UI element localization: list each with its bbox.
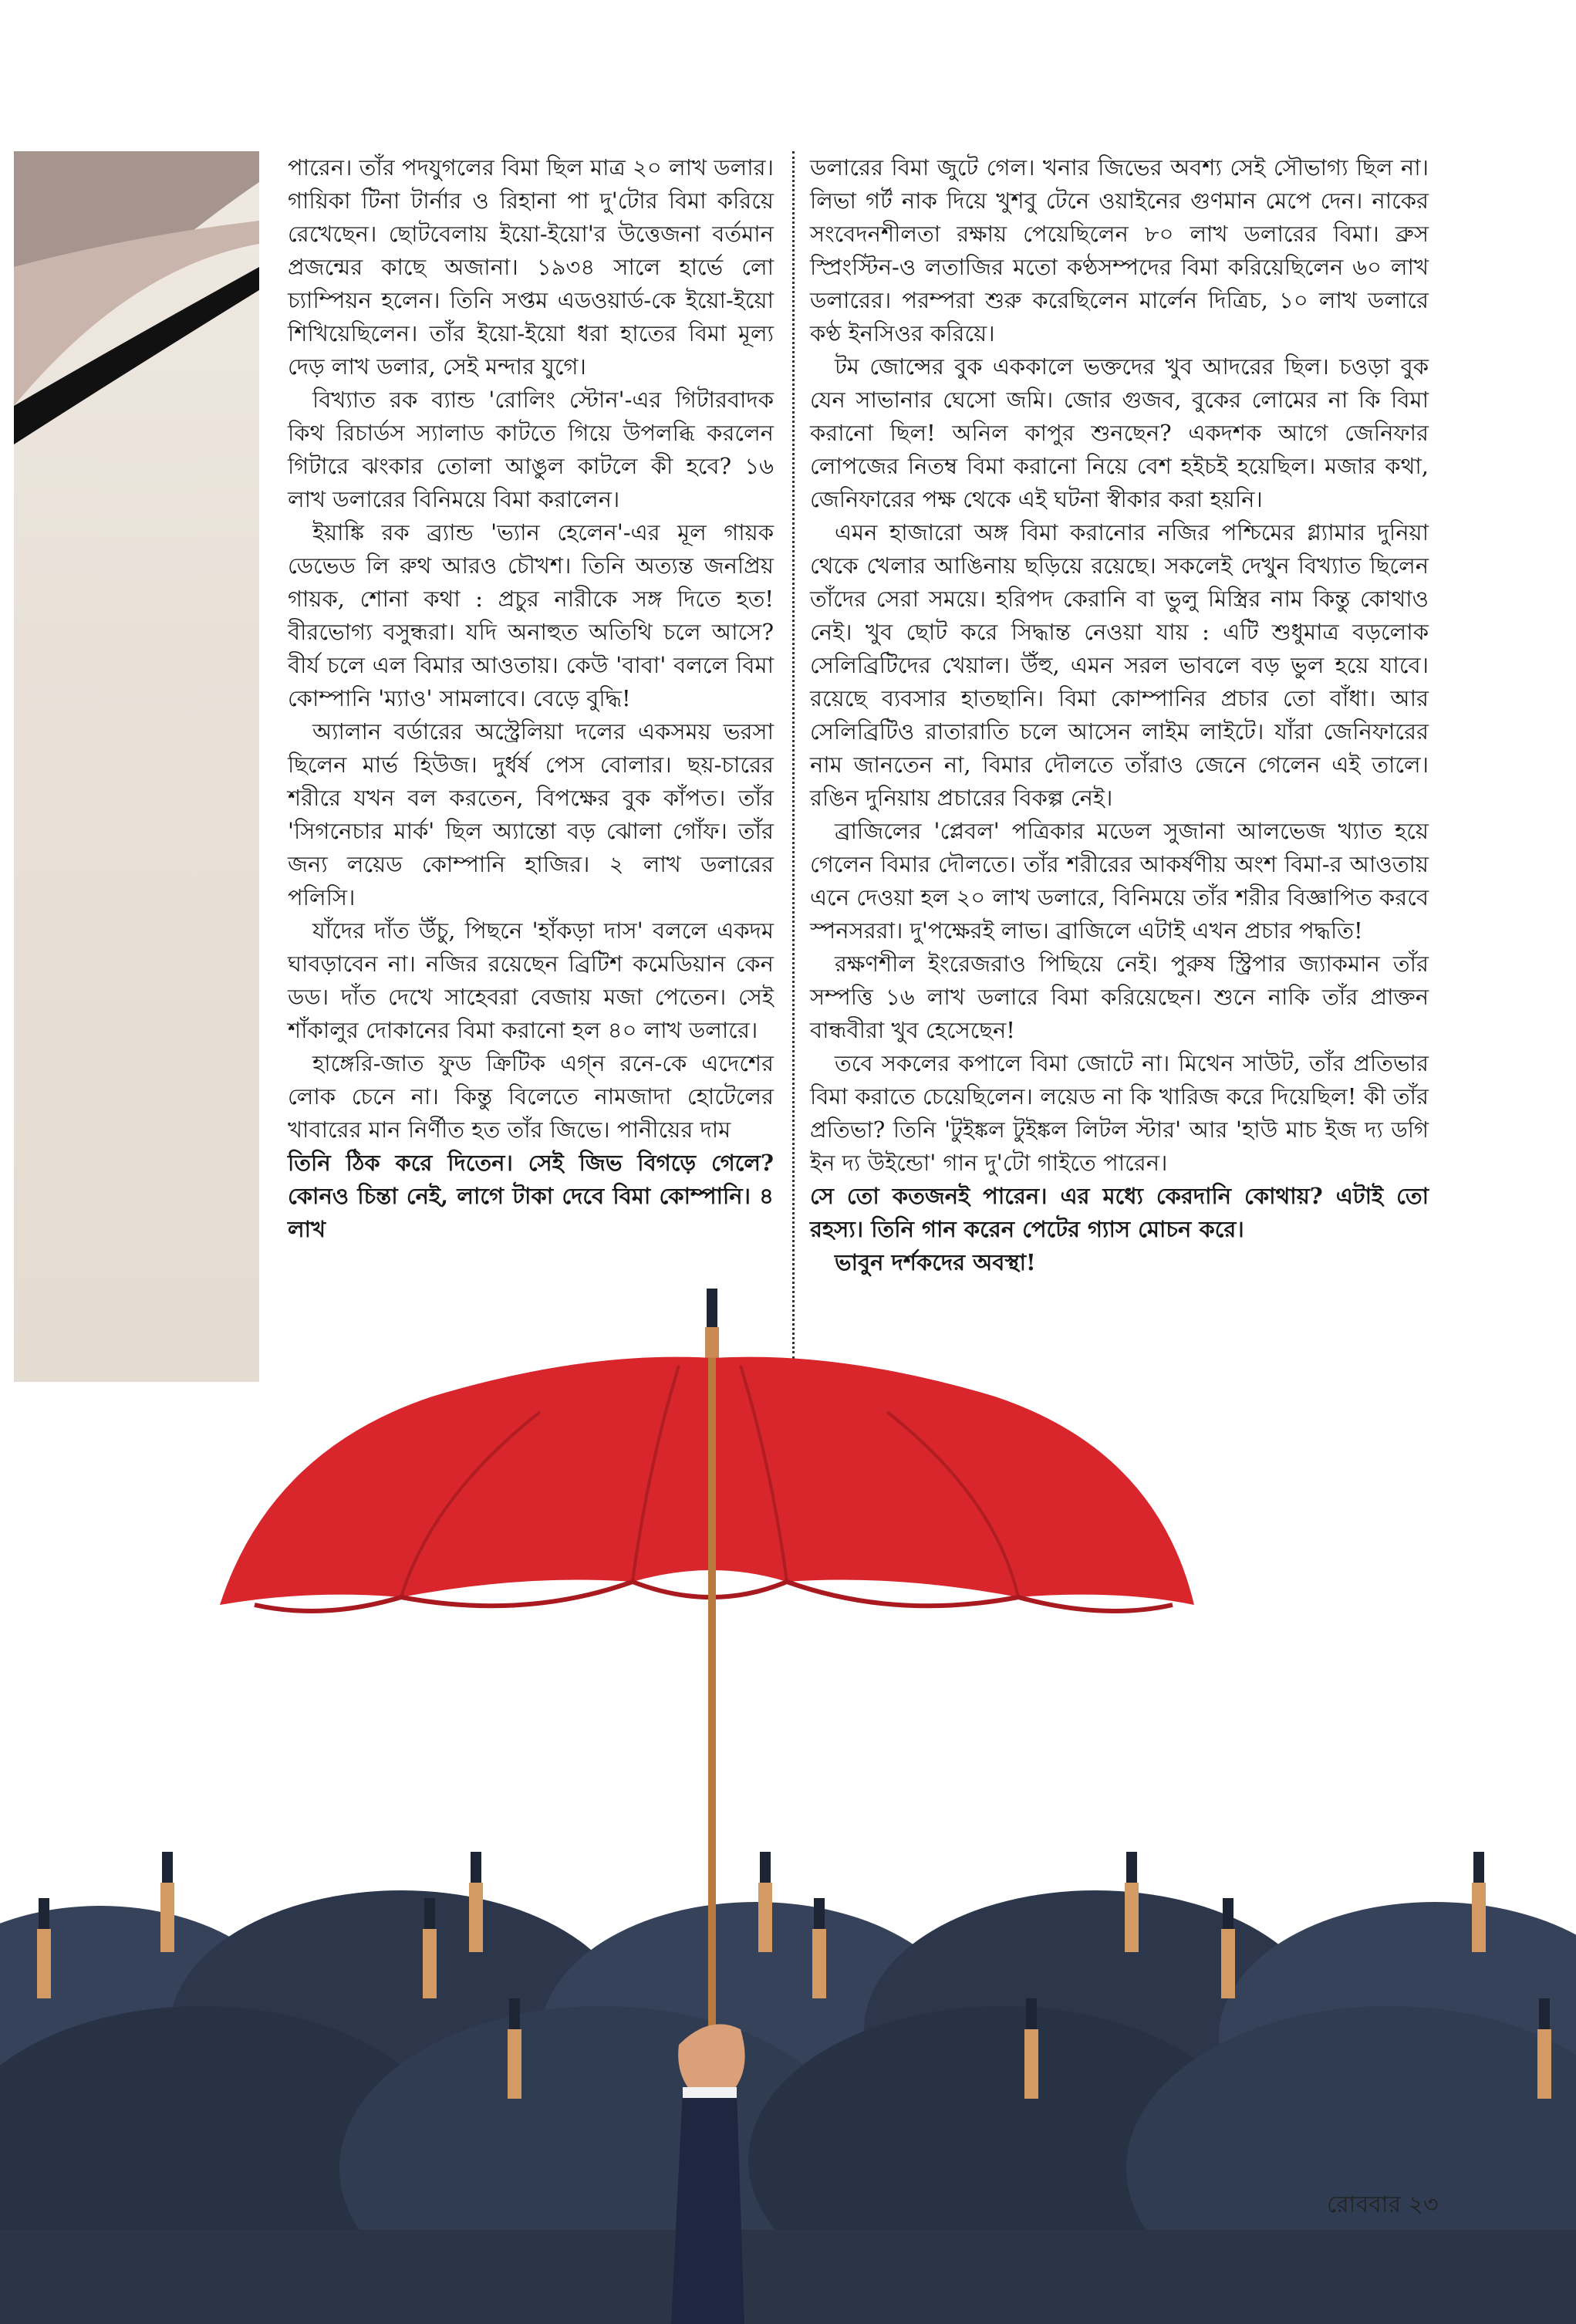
paragraph: তিনি ঠিক করে দিতেন। সেই জিভ বিগড়ে গেলে? কোনও চিন্তা নেই, লাগে টাকা দেবে বিমা কোম্পানি। ৪ লাখ — [288, 1150, 774, 1242]
paragraph: ইয়াঙ্কি রক ব্র্যান্ড 'ভ্যান হেলেন'-এর মূল গায়ক ডেভেড লি রুথ আরও চৌখশ। তিনি অত্যন্ত জনপ্রিয় গায়ক, শোনা কথা : প্রচুর নারীকে সঙ্গ দিতে হত! বীরভোগ্য বসুন্ধরা। যদি অনাহুত অতিথি চলে আসে? বীর্য চলে এল বিমার আওতায়। কেউ 'বাবা' বললে বিমা কোম্পানি 'ম্যাও' সামলাবে। বেড়ে বুদ্ধি! — [288, 519, 774, 711]
left-column — [288, 151, 774, 1246]
paragraph: ভাবুন দর্শকদের অবস্থা! — [835, 1249, 1036, 1275]
column-divider — [792, 151, 795, 1359]
paragraph: টম জোন্সের বুক এককালে ভক্তদের খুব আদরের ছিল। চওড়া বুক যেন সাভানার ঘেসো জমি। জোর গুজব, বুকের লোমের না কি বিমা করানো ছিল! অনিল কাপুর শুনছেন? একদশক আগে জেনিফার লোপজের নিতম্ব বিমা করানো নিয়ে বেশ হইচই হয়েছিল। মজার কথা, জেনিফারের পক্ষ থেকে এই ঘটনা স্বীকার করা হয়নি। — [810, 353, 1429, 512]
paragraph: বিখ্যাত রক ব্যান্ড 'রোলিং স্টোন'-এর গিটারবাদক কিথ রিচার্ডস স্যালাড কাটতে গিয়ে উপলব্ধি করলেন গিটারে ঝংকার তোলা আঙুল কাটলে কী হবে? ১৬ লাখ ডলারের বিনিময়ে বিমা করালেন। — [288, 387, 774, 512]
paragraph: ডলারের বিমা জুটে গেল। খনার জিভের অবশ্য সেই সৌভাগ্য ছিল না। লিভা গর্ট নাক দিয়ে খুশবু টেনে ওয়াইনের গুণমান মেপে দেন। নাকের সংবেদনশীলতা রক্ষায় পেয়েছিলেন ৮০ লাখ ডলারের বিমা। ব্রুস স্প্রিংস্টিন-ও লতাজির মতো কণ্ঠসম্পদের বিমা করিয়েছিলেন ৬০ লাখ ডলারের। পরম্পরা শুরু করেছিলেন মার্লেন দিত্রিচ, ১০ লাখ ডলারে কণ্ঠ ইনসিওর করিয়ে। — [810, 154, 1429, 346]
paragraph: সে তো কতজনই পারেন। এর মধ্যে কেরদানি কোথায়? এটাই তো রহস্য। তিনি গান করেন পেটের গ্যাস মোচন করে। — [810, 1183, 1429, 1242]
side-photo — [14, 151, 259, 1382]
page-footer: রোববার ২৩ — [1327, 2191, 1439, 2218]
paragraph: হাঙ্গেরি-জাত ফুড ক্রিটিক এগ্‌ন রনে-কে এদেশের লোক চেনে না। কিন্তু বিলেতে নামজাদা হোটেলের খাবারের মান নির্ণীত হত তাঁর জিভে। পানীয়ের দাম — [288, 1050, 774, 1143]
umbrella-illustration — [0, 1265, 1576, 2324]
paragraph: অ্যালান বর্ডারের অস্ট্রেলিয়া দলের একসময় ভরসা ছিলেন মার্ভ হিউজ। দুর্ধর্ষ পেস বোলার। ছয়-চারের শরীরে যখন বল করতেন, বিপক্ষের বুক কাঁপত। তাঁর 'সিগনেচার মার্ক' ছিল অ্যান্তো বড় ঝোলা গোঁফ। তাঁর জন্য লয়েড কোম্পানি হাজির। ২ লাখ ডলারের পলিসি। — [288, 718, 774, 910]
paragraph: রক্ষণশীল ইংরেজরাও পিছিয়ে নেই। পুরুষ স্ট্রিপার জ্যাকমান তাঁর সম্পত্তি ১৬ লাখ ডলারে বিমা করিয়েছেন। শুনে নাকি তাঁর প্রাক্তন বান্ধবীরা খুব হেসেছেন! — [810, 951, 1429, 1043]
right-column — [810, 151, 1429, 1279]
paragraph: এমন হাজারো অঙ্গ বিমা করানোর নজির পশ্চিমের গ্ল্যামার দুনিয়া থেকে খেলার আঙিনায় ছড়িয়ে রয়েছে। সকলেই দেখুন বিখ্যাত ছিলেন তাঁদের সেরা সময়ে। হরিপদ কেরানি বা ভুলু মিস্ত্রির নাম কিন্তু কোথাও নেই। খুব ছোট করে সিদ্ধান্ত নেওয়া যায় : এটি শুধুমাত্র বড়লোক সেলিব্রিটিদের খেয়াল। উঁহু, এমন সরল ভাবলে বড় ভুল হয়ে যাবে। রয়েছে ব্যবসার হাতছানি। বিমা কোম্পানির প্রচার তো বাঁধা। আর সেলিব্রিটিও রাতারাতি চলে আসেন লাইম লাইটে। যাঁরা জেনিফারের নাম জানতেন না, বিমার দৌলতে তাঁরাও জেনে গেলেন এই তালে। রঙিন দুনিয়ায় প্রচারের বিকল্প নেই। — [810, 519, 1429, 811]
paragraph: পারেন। তাঁর পদযুগলের বিমা ছিল মাত্র ২০ লাখ ডলার। গায়িকা টিনা টার্নার ও রিহানা পা দু'টোর বিমা করিয়ে রেখেছেন। ছোটবেলায় ইয়ো-ইয়ো'র উত্তেজনা বর্তমান প্রজন্মের কাছে অজানা। ১৯৩৪ সালে হার্ভে লো চ্যাম্পিয়ন হলেন। তিনি সপ্তম এডওয়ার্ড-কে ইয়ো-ইয়ো শিখিয়েছিলেন। তাঁর ইয়ো-ইয়ো ধরা হাতের বিমা মূল্য দেড় লাখ ডলার, সেই মন্দার যুগে। — [288, 154, 775, 380]
paragraph: তবে সকলের কপালে বিমা জোটে না। মিথেন সাউট, তাঁর প্রতিভার বিমা করাতে চেয়েছিলেন। লয়েড না কি খারিজ করে দিয়েছিল! কী তাঁর প্রতিভা? তিনি 'টুইঙ্কল টুইঙ্কল লিটল স্টার' আর 'হাউ মাচ ইজ দ্য ডগি ইন দ্য উইন্ডো' গান দু'টো গাইতে পারেন। — [810, 1050, 1429, 1176]
umbrella-edge-photo — [14, 151, 259, 1382]
paragraph: ব্রাজিলের 'প্লেবল' পত্রিকার মডেল সুজানা আলভেজ খ্যাত হয়ে গেলেন বিমার দৌলতে। তাঁর শরীরের আকর্ষণীয় অংশ বিমা-র আওতায় এনে দেওয়া হল ২০ লাখ ডলারে, বিনিময়ে তাঁর শরীর বিজ্ঞাপিত করবে স্পনসররা। দু'পক্ষেরই লাভ। ব্রাজিলে এটাই এখন প্রচার পদ্ধতি! — [810, 818, 1429, 944]
navy-umbrellas — [0, 1890, 1576, 2324]
hand-icon — [671, 2024, 745, 2324]
paragraph: যাঁদের দাঁত উঁচু, পিছনে 'হাঁকড়া দাস' বললে একদম ঘাবড়াবেন না। নজির রয়েছেন ব্রিটিশ কমেডিয়ান কেন ডড। দাঁত দেখে সাহেবরা বেজায় মজা পেতেন। সেই শাঁকালুর দোকানের বিমা করানো হল ৪০ লাখ ডলারে। — [288, 917, 774, 1043]
